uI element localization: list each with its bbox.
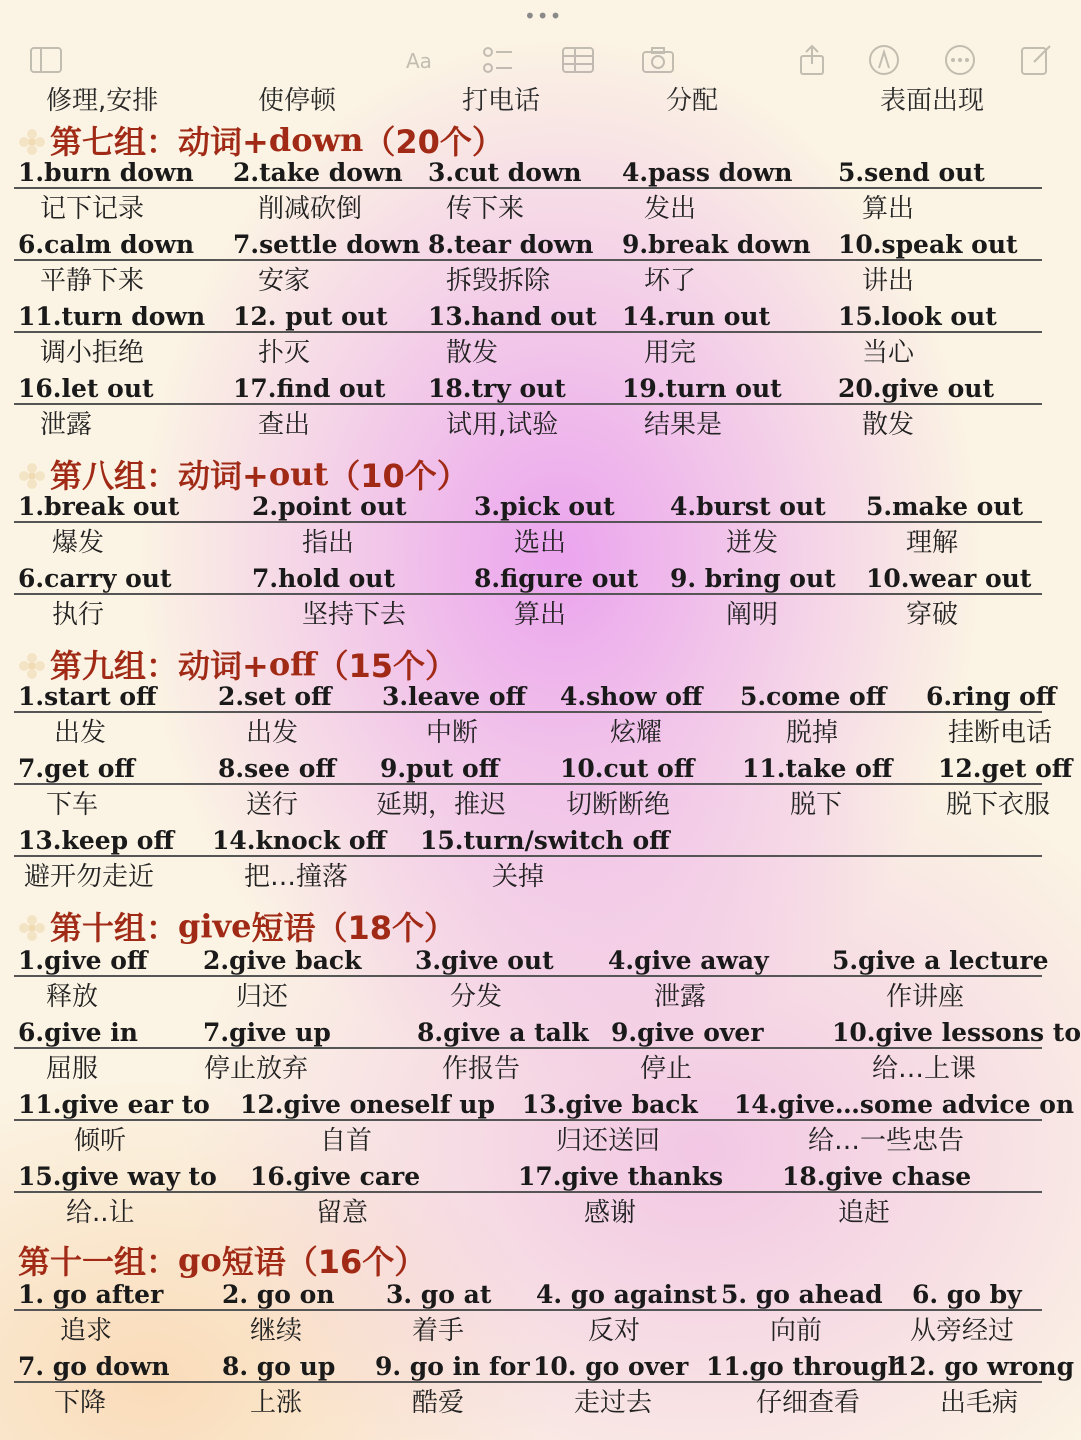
phrase-row	[0, 679, 1080, 715]
phrase-chinese: 用完	[644, 338, 697, 368]
phrase-english: 4.pass down	[622, 158, 793, 187]
phrase-english: 13.give back	[522, 1090, 698, 1119]
row-divider	[14, 259, 1042, 261]
phrase-chinese: 继续	[250, 1316, 303, 1346]
row-divider	[14, 975, 1042, 977]
row-divider	[14, 1047, 1042, 1049]
phrase-chinese: 关掉	[492, 862, 545, 892]
phrase-chinese: 避开勿走近	[24, 862, 155, 892]
phrase-english: 5.make out	[866, 492, 1024, 521]
group-title-en: off	[268, 645, 317, 683]
row-divider	[14, 593, 1042, 595]
group-title-en: out	[268, 455, 329, 493]
phrase-english: 5.give a lecture	[832, 946, 1049, 975]
phrase-chinese: 讲出	[862, 266, 915, 296]
group-title-en: give	[178, 907, 252, 945]
phrase-english: 10. go over	[533, 1352, 689, 1381]
phrase-english: 2.give back	[203, 946, 362, 975]
phrase-english: 4.show off	[560, 682, 703, 711]
phrase-english: 4.burst out	[670, 492, 826, 521]
group-title-zh: 第十组：	[50, 909, 179, 947]
phrase-chinese: 释放	[46, 982, 99, 1012]
phrase-chinese: 脱下	[790, 790, 843, 820]
phrase-english: 15.give way to	[18, 1162, 217, 1191]
phrase-chinese: 着手	[412, 1316, 465, 1346]
phrase-english: 7. go down	[18, 1352, 170, 1381]
phrase-chinese: 结果是	[644, 410, 723, 440]
phrase-chinese: 切断断绝	[566, 790, 671, 820]
phrase-english: 5.come off	[740, 682, 887, 711]
group-title-suffix: 短语	[221, 1243, 286, 1281]
phrase-chinese: 倾听	[74, 1126, 127, 1156]
row-divider	[14, 331, 1042, 333]
cut-text: 使停顿	[258, 86, 337, 116]
phrase-english: 14.knock off	[212, 826, 387, 855]
phrase-chinese: 安家	[258, 266, 311, 296]
row-divider	[14, 783, 1042, 785]
phrase-chinese: 下车	[46, 790, 99, 820]
phrase-english: 12. go wrong	[892, 1352, 1075, 1381]
translation-row	[0, 335, 1080, 371]
phrase-english: 3. go at	[386, 1280, 492, 1309]
phrase-row	[0, 1277, 1080, 1313]
phrase-english: 17.find out	[233, 374, 386, 403]
translation-row	[0, 859, 1080, 895]
flower-icon	[18, 912, 46, 940]
phrase-english: 16.give care	[250, 1162, 421, 1191]
row-divider	[14, 1381, 1042, 1383]
phrase-chinese: 当心	[862, 338, 915, 368]
phrase-chinese: 中断	[426, 718, 479, 748]
phrase-english: 7.give up	[203, 1018, 331, 1047]
row-divider	[14, 403, 1042, 405]
checklist-icon[interactable]	[480, 42, 516, 78]
translation-row	[0, 1051, 1080, 1087]
phrase-english: 15.look out	[838, 302, 997, 331]
phrase-chinese: 追赶	[838, 1198, 891, 1228]
row-divider	[14, 1309, 1042, 1311]
sidebar-icon[interactable]	[28, 42, 64, 78]
phrase-chinese: 爆发	[52, 528, 105, 558]
phrase-chinese: 记下记录	[40, 194, 145, 224]
phrase-english: 12. put out	[233, 302, 388, 331]
phrase-english: 2.set off	[218, 682, 332, 711]
phrase-chinese: 归还送回	[556, 1126, 661, 1156]
phrase-english: 5. go ahead	[721, 1280, 883, 1309]
row-divider	[14, 1191, 1042, 1193]
phrase-english: 4.give away	[608, 946, 769, 975]
phrase-chinese: 留意	[316, 1198, 369, 1228]
phrase-english: 2.point out	[252, 492, 407, 521]
phrase-chinese: 脱掉	[786, 718, 839, 748]
phrase-chinese: 走过去	[574, 1388, 653, 1418]
phrase-english: 6.carry out	[18, 564, 172, 593]
phrase-english: 11.turn down	[18, 302, 206, 331]
phrase-row	[0, 227, 1080, 263]
translation-row	[0, 525, 1080, 561]
phrase-chinese: 把…撞落	[244, 862, 349, 892]
phrase-chinese: 给…上课	[872, 1054, 977, 1084]
group-title-zh: 第九组：动词+	[50, 647, 269, 685]
row-divider	[14, 521, 1042, 523]
phrase-chinese: 试用,试验	[446, 410, 559, 440]
phrase-english: 13.hand out	[428, 302, 597, 331]
phrase-chinese: 坏了	[644, 266, 697, 296]
group-title-zh: 第七组：动词+	[50, 123, 269, 161]
phrase-chinese: 自首	[320, 1126, 373, 1156]
phrase-chinese: 算出	[514, 600, 567, 630]
row-divider	[14, 1119, 1042, 1121]
phrase-english: 6.give in	[18, 1018, 138, 1047]
phrase-chinese: 下降	[54, 1388, 107, 1418]
phrase-chinese: 穿破	[906, 600, 959, 630]
phrase-chinese: 作报告	[442, 1054, 521, 1084]
phrase-chinese: 屈服	[46, 1054, 99, 1084]
group-title-en: go	[178, 1241, 222, 1279]
translation-row	[0, 1313, 1080, 1349]
phrase-english: 1.start off	[18, 682, 157, 711]
phrase-chinese: 脱下衣服	[946, 790, 1051, 820]
phrase-english: 2. go on	[222, 1280, 335, 1309]
phrase-english: 1. go after	[18, 1280, 164, 1309]
phrase-chinese: 作讲座	[886, 982, 965, 1012]
phrase-english: 11.go through	[706, 1352, 906, 1381]
phrase-english: 10.give lessons to	[832, 1018, 1081, 1047]
phrase-english: 9.give over	[611, 1018, 764, 1047]
phrase-chinese: 挂断电话	[948, 718, 1053, 748]
phrase-chinese: 坚持下去	[302, 600, 407, 630]
markup-icon[interactable]	[866, 42, 902, 78]
phrase-english: 10.wear out	[866, 564, 1032, 593]
phrase-row	[0, 823, 1080, 859]
phrase-english: 1.break out	[18, 492, 180, 521]
phrase-english: 9. bring out	[670, 564, 836, 593]
phrase-chinese: 散发	[862, 410, 915, 440]
phrase-english: 3.pick out	[474, 492, 615, 521]
row-divider	[14, 187, 1042, 189]
phrase-row	[0, 1087, 1080, 1123]
row-divider	[14, 855, 1042, 857]
phrase-row	[0, 299, 1080, 335]
phrase-chinese: 向前	[770, 1316, 823, 1346]
phrase-chinese: 算出	[862, 194, 915, 224]
flower-icon	[18, 650, 46, 678]
phrase-english: 12.get off	[938, 754, 1073, 783]
phrase-chinese: 执行	[52, 600, 105, 630]
phrase-chinese: 仔细查看	[756, 1388, 861, 1418]
phrase-chinese: 拆毁拆除	[446, 266, 551, 296]
phrase-english: 3.give out	[415, 946, 554, 975]
flower-icon	[18, 126, 46, 154]
phrase-chinese: 选出	[514, 528, 567, 558]
compose-icon[interactable]	[1018, 42, 1054, 78]
phrase-english: 8.figure out	[474, 564, 639, 593]
phrase-row	[0, 371, 1080, 407]
phrase-english: 8. go up	[222, 1352, 336, 1381]
phrase-row	[0, 1159, 1080, 1195]
text-format-icon[interactable]	[402, 42, 438, 78]
phrase-chinese: 泄露	[40, 410, 93, 440]
phrase-english: 20.give out	[838, 374, 995, 403]
phrase-english: 6.ring off	[926, 682, 1057, 711]
phrase-english: 15.turn/switch off	[420, 826, 670, 855]
group-title-count: （18个）	[315, 909, 457, 947]
phrase-chinese: 酷爱	[412, 1388, 465, 1418]
phrase-chinese: 泄露	[654, 982, 707, 1012]
translation-row	[0, 1123, 1080, 1159]
translation-row	[0, 263, 1080, 299]
phrase-chinese: 发出	[644, 194, 697, 224]
phrase-english: 16.let out	[18, 374, 154, 403]
translation-row	[0, 1195, 1080, 1231]
phrase-english: 19.turn out	[622, 374, 782, 403]
phrase-chinese: 炫耀	[610, 718, 663, 748]
translation-row	[0, 1385, 1080, 1421]
phrase-english: 9. go in for	[375, 1352, 530, 1381]
phrase-chinese: 追求	[60, 1316, 113, 1346]
phrase-english: 5.send out	[838, 158, 985, 187]
phrase-chinese: 给..让	[66, 1198, 135, 1228]
phrase-english: 7.get off	[18, 754, 135, 783]
phrase-chinese: 停止放弃	[204, 1054, 309, 1084]
group-title-suffix: 短语	[251, 909, 316, 947]
phrase-english: 18.give chase	[782, 1162, 972, 1191]
translation-row	[0, 715, 1080, 751]
phrase-english: 7.hold out	[252, 564, 396, 593]
cut-text: 分配	[666, 86, 719, 116]
phrase-english: 8.give a talk	[417, 1018, 589, 1047]
phrase-english: 4. go against	[536, 1280, 717, 1309]
phrase-chinese: 给…一些忠告	[808, 1126, 965, 1156]
translation-row	[0, 191, 1080, 227]
translation-row	[0, 597, 1080, 633]
phrase-chinese: 传下来	[446, 194, 525, 224]
phrase-chinese: 调小拒绝	[40, 338, 145, 368]
phrase-chinese: 扑灭	[258, 338, 311, 368]
phrase-row	[0, 489, 1080, 525]
phrase-english: 11.take off	[742, 754, 893, 783]
phrase-chinese: 指出	[302, 528, 355, 558]
phrase-english: 6.calm down	[18, 230, 195, 259]
phrase-chinese: 感谢	[584, 1198, 637, 1228]
phrase-english: 9.break down	[622, 230, 811, 259]
cut-text: 修理,安排	[46, 86, 159, 116]
phrase-chinese: 归还	[236, 982, 289, 1012]
phrase-chinese: 分发	[450, 982, 503, 1012]
translation-row	[0, 407, 1080, 443]
phrase-chinese: 理解	[906, 528, 959, 558]
row-divider	[14, 711, 1042, 713]
phrase-chinese: 平静下来	[40, 266, 145, 296]
group-title-zh: 第十一组：	[18, 1243, 179, 1281]
camera-icon[interactable]	[640, 42, 676, 78]
phrase-english: 6. go by	[912, 1280, 1022, 1309]
phrase-chinese: 查出	[258, 410, 311, 440]
group-title-count: （10个）	[328, 457, 469, 495]
phrase-english: 7.settle down	[233, 230, 421, 259]
phrase-english: 2.take down	[233, 158, 403, 187]
phrase-chinese: 出发	[246, 718, 299, 748]
window-more-dots[interactable]: •••	[524, 4, 563, 28]
phrase-english: 1.burn down	[18, 158, 194, 187]
phrase-english: 9.put off	[380, 754, 500, 783]
phrase-chinese: 上涨	[250, 1388, 303, 1418]
phrase-english: 12.give oneself up	[240, 1090, 495, 1119]
phrase-row	[0, 751, 1080, 787]
phrase-chinese: 散发	[446, 338, 499, 368]
phrase-chinese: 迸发	[726, 528, 779, 558]
group-title-count: （16个）	[285, 1243, 427, 1281]
phrase-row	[0, 561, 1080, 597]
translation-row	[0, 979, 1080, 1015]
phrase-english: 13.keep off	[18, 826, 175, 855]
phrase-row	[0, 943, 1080, 979]
phrase-chinese: 出毛病	[940, 1388, 1019, 1418]
phrase-row	[0, 155, 1080, 191]
phrase-english: 8.see off	[218, 754, 336, 783]
phrase-english: 3.cut down	[428, 158, 582, 187]
phrase-english: 3.leave off	[382, 682, 527, 711]
phrase-chinese: 出发	[54, 718, 107, 748]
phrase-chinese: 延期，推迟	[376, 790, 507, 820]
translation-row	[0, 787, 1080, 823]
group-title-zh: 第八组：动词+	[50, 457, 269, 495]
flower-icon	[18, 460, 46, 488]
phrase-english: 18.try out	[428, 374, 566, 403]
phrase-chinese: 从旁经过	[910, 1316, 1015, 1346]
phrase-english: 10.cut off	[560, 754, 695, 783]
share-icon[interactable]	[794, 42, 830, 78]
cut-text: 打电话	[462, 86, 541, 116]
more-icon[interactable]	[942, 42, 978, 78]
cut-text: 表面出现	[880, 86, 985, 116]
phrase-chinese: 停止	[640, 1054, 693, 1084]
svg-text:Aa: Aa	[406, 49, 432, 73]
phrase-chinese: 阐明	[726, 600, 779, 630]
phrase-chinese: 削减砍倒	[258, 194, 363, 224]
cut-off-previous-row	[0, 78, 1080, 116]
phrase-row	[0, 1015, 1080, 1051]
group-title-count: （20个）	[363, 123, 504, 161]
phrase-english: 8.tear down	[428, 230, 594, 259]
phrase-chinese: 反对	[588, 1316, 641, 1346]
phrase-english: 14.run out	[622, 302, 771, 331]
group-title-en: down	[268, 121, 364, 159]
table-icon[interactable]	[560, 42, 596, 78]
phrase-english: 17.give thanks	[518, 1162, 724, 1191]
group-title-count: （15个）	[316, 647, 457, 685]
phrase-row	[0, 1349, 1080, 1385]
phrase-english: 14.give…some advice on	[734, 1090, 1075, 1119]
phrase-english: 10.speak out	[838, 230, 1018, 259]
phrase-chinese: 送行	[246, 790, 299, 820]
phrase-english: 11.give ear to	[18, 1090, 210, 1119]
phrase-english: 1.give off	[18, 946, 148, 975]
